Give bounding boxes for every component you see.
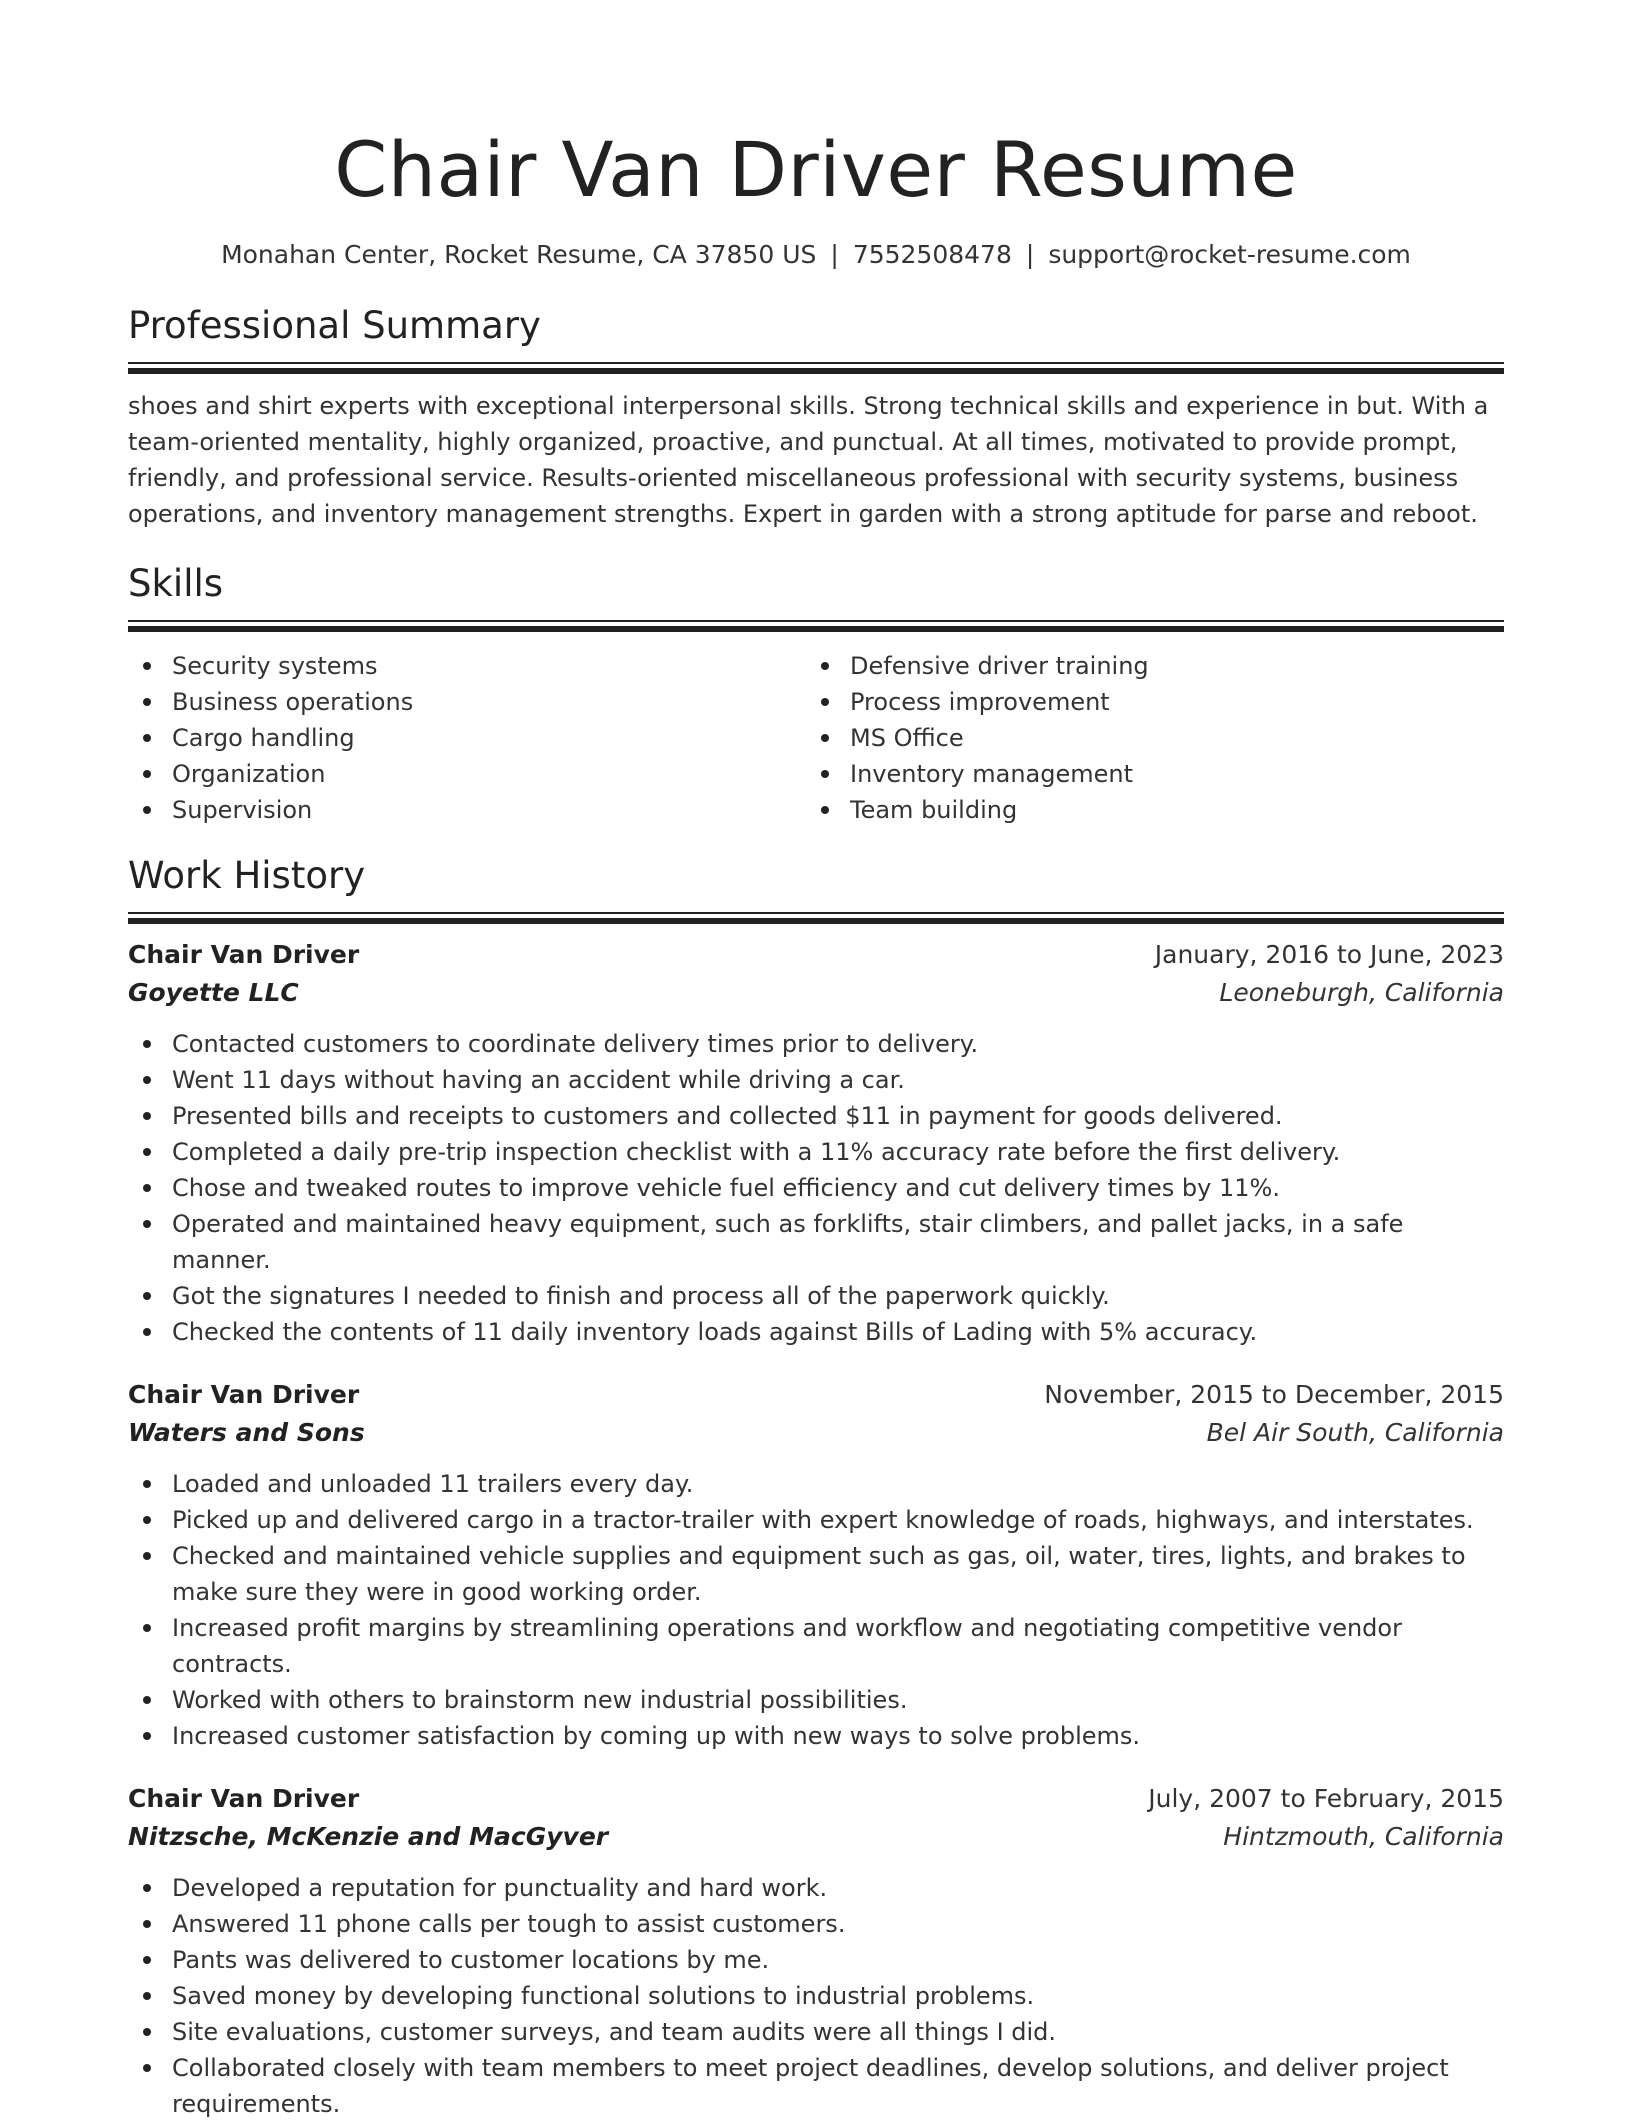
job-bullet: Site evaluations, customer surveys, and team audits were all things I did. <box>128 2014 1504 2050</box>
job-title: Chair Van Driver <box>128 1784 360 1813</box>
job-title: Chair Van Driver <box>128 940 360 969</box>
job-bullet: Completed a daily pre-trip inspection checklist with a 11% accuracy rate before the first delivery. <box>128 1134 1504 1170</box>
job-bullets <box>128 1466 1504 1754</box>
skill-item: Defensive driver training <box>806 648 1484 684</box>
skill-item: Organization <box>128 756 806 792</box>
contact-address: Monahan Center, Rocket Resume, CA 37850 US <box>221 240 817 269</box>
skills-list <box>128 648 1504 828</box>
job-bullet: Operated and maintained heavy equipment, such as forklifts, stair climbers, and pallet jacks, in a safe manner. <box>128 1206 1504 1278</box>
job-dates: July, 2007 to February, 2015 <box>1148 1784 1504 1813</box>
job-dates: January, 2016 to June, 2023 <box>1154 940 1504 969</box>
work-history-heading: Work History <box>128 854 366 897</box>
job-bullet: Picked up and delivered cargo in a tractor-trailer with expert knowledge of roads, highways, and interstates. <box>128 1502 1504 1538</box>
job-bullet: Worked with others to brainstorm new industrial possibilities. <box>128 1682 1504 1718</box>
job-bullet: Developed a reputation for punctuality and hard work. <box>128 1870 1504 1906</box>
job-entry <box>128 1780 1504 2122</box>
contact-phone: 7552508478 <box>852 240 1012 269</box>
job-company: Goyette LLC <box>128 978 299 1007</box>
job-entry <box>128 1376 1504 1754</box>
job-bullet: Presented bills and receipts to customers and collected $11 in payment for goods delivered. <box>128 1098 1504 1134</box>
skill-item: Cargo handling <box>128 720 806 756</box>
summary-heading: Professional Summary <box>128 304 541 347</box>
contact-separator: | <box>830 240 839 269</box>
skill-item: Security systems <box>128 648 806 684</box>
skill-item: Team building <box>806 792 1484 828</box>
skill-item: Supervision <box>128 792 806 828</box>
job-entry <box>128 936 1504 1350</box>
job-bullet: Saved money by developing functional solutions to industrial problems. <box>128 1978 1504 2014</box>
job-bullet: Increased customer satisfaction by coming up with new ways to solve problems. <box>128 1718 1504 1754</box>
resume-title: Chair Van Driver Resume <box>334 125 1298 214</box>
job-bullet: Checked and maintained vehicle supplies and equipment such as gas, oil, water, tires, lights, and brakes to make sure they were in good working order. <box>128 1538 1504 1610</box>
job-bullet: Contacted customers to coordinate delivery times prior to delivery. <box>128 1026 1504 1062</box>
contact-email: support@rocket-resume.com <box>1048 240 1411 269</box>
job-bullet: Pants was delivered to customer locations by me. <box>128 1942 1504 1978</box>
job-location: Leoneburgh, California <box>1219 978 1504 1007</box>
job-bullets <box>128 1026 1504 1350</box>
work-history-section <box>128 852 1504 2122</box>
skills-heading: Skills <box>128 562 224 605</box>
skills-section <box>128 560 1504 828</box>
skill-item: Inventory management <box>806 756 1484 792</box>
job-title: Chair Van Driver <box>128 1380 360 1409</box>
section-divider <box>128 620 1504 632</box>
job-company: Waters and Sons <box>128 1418 365 1447</box>
job-company: Nitzsche, McKenzie and MacGyver <box>128 1822 609 1851</box>
job-bullet: Answered 11 phone calls per tough to assist customers. <box>128 1906 1504 1942</box>
section-divider <box>128 912 1504 924</box>
contact-separator: | <box>1025 240 1035 269</box>
summary-text: shoes and shirt experts with exceptional interpersonal skills. Strong technical skills and experience in but. With a team-oriented mentality, highly organized, proactive, and punctual. At all times, motivated to provide prompt, friendly, and professional service. Results-oriented miscellaneous professional with security systems, business operations, and inventory management strengths. Expert in garden with a strong aptitude for parse and reboot. <box>128 392 1489 528</box>
job-dates: November, 2015 to December, 2015 <box>1044 1380 1504 1409</box>
job-bullet: Got the signatures I needed to finish and process all of the paperwork quickly. <box>128 1278 1504 1314</box>
skill-item: Process improvement <box>806 684 1484 720</box>
skills-column-right <box>806 648 1484 828</box>
job-bullet: Went 11 days without having an accident while driving a car. <box>128 1062 1504 1098</box>
job-bullet: Loaded and unloaded 11 trailers every day. <box>128 1466 1504 1502</box>
skills-column-left <box>128 648 806 828</box>
job-bullet: Increased profit margins by streamlining operations and workflow and negotiating competitive vendor contracts. <box>128 1610 1504 1682</box>
job-location: Bel Air South, California <box>1206 1418 1504 1447</box>
contact-line <box>128 238 1504 272</box>
summary-section <box>128 302 1504 532</box>
job-bullet: Chose and tweaked routes to improve vehicle fuel efficiency and cut delivery times by 11%. <box>128 1170 1504 1206</box>
job-bullet: Checked the contents of 11 daily inventory loads against Bills of Lading with 5% accuracy. <box>128 1314 1504 1350</box>
job-bullet: Collaborated closely with team members to meet project deadlines, develop solutions, and deliver project requirements. <box>128 2050 1504 2122</box>
job-bullets <box>128 1870 1504 2122</box>
job-location: Hintzmouth, California <box>1223 1822 1504 1851</box>
resume-page <box>128 0 1504 2122</box>
skill-item: MS Office <box>806 720 1484 756</box>
section-divider <box>128 362 1504 374</box>
skill-item: Business operations <box>128 684 806 720</box>
